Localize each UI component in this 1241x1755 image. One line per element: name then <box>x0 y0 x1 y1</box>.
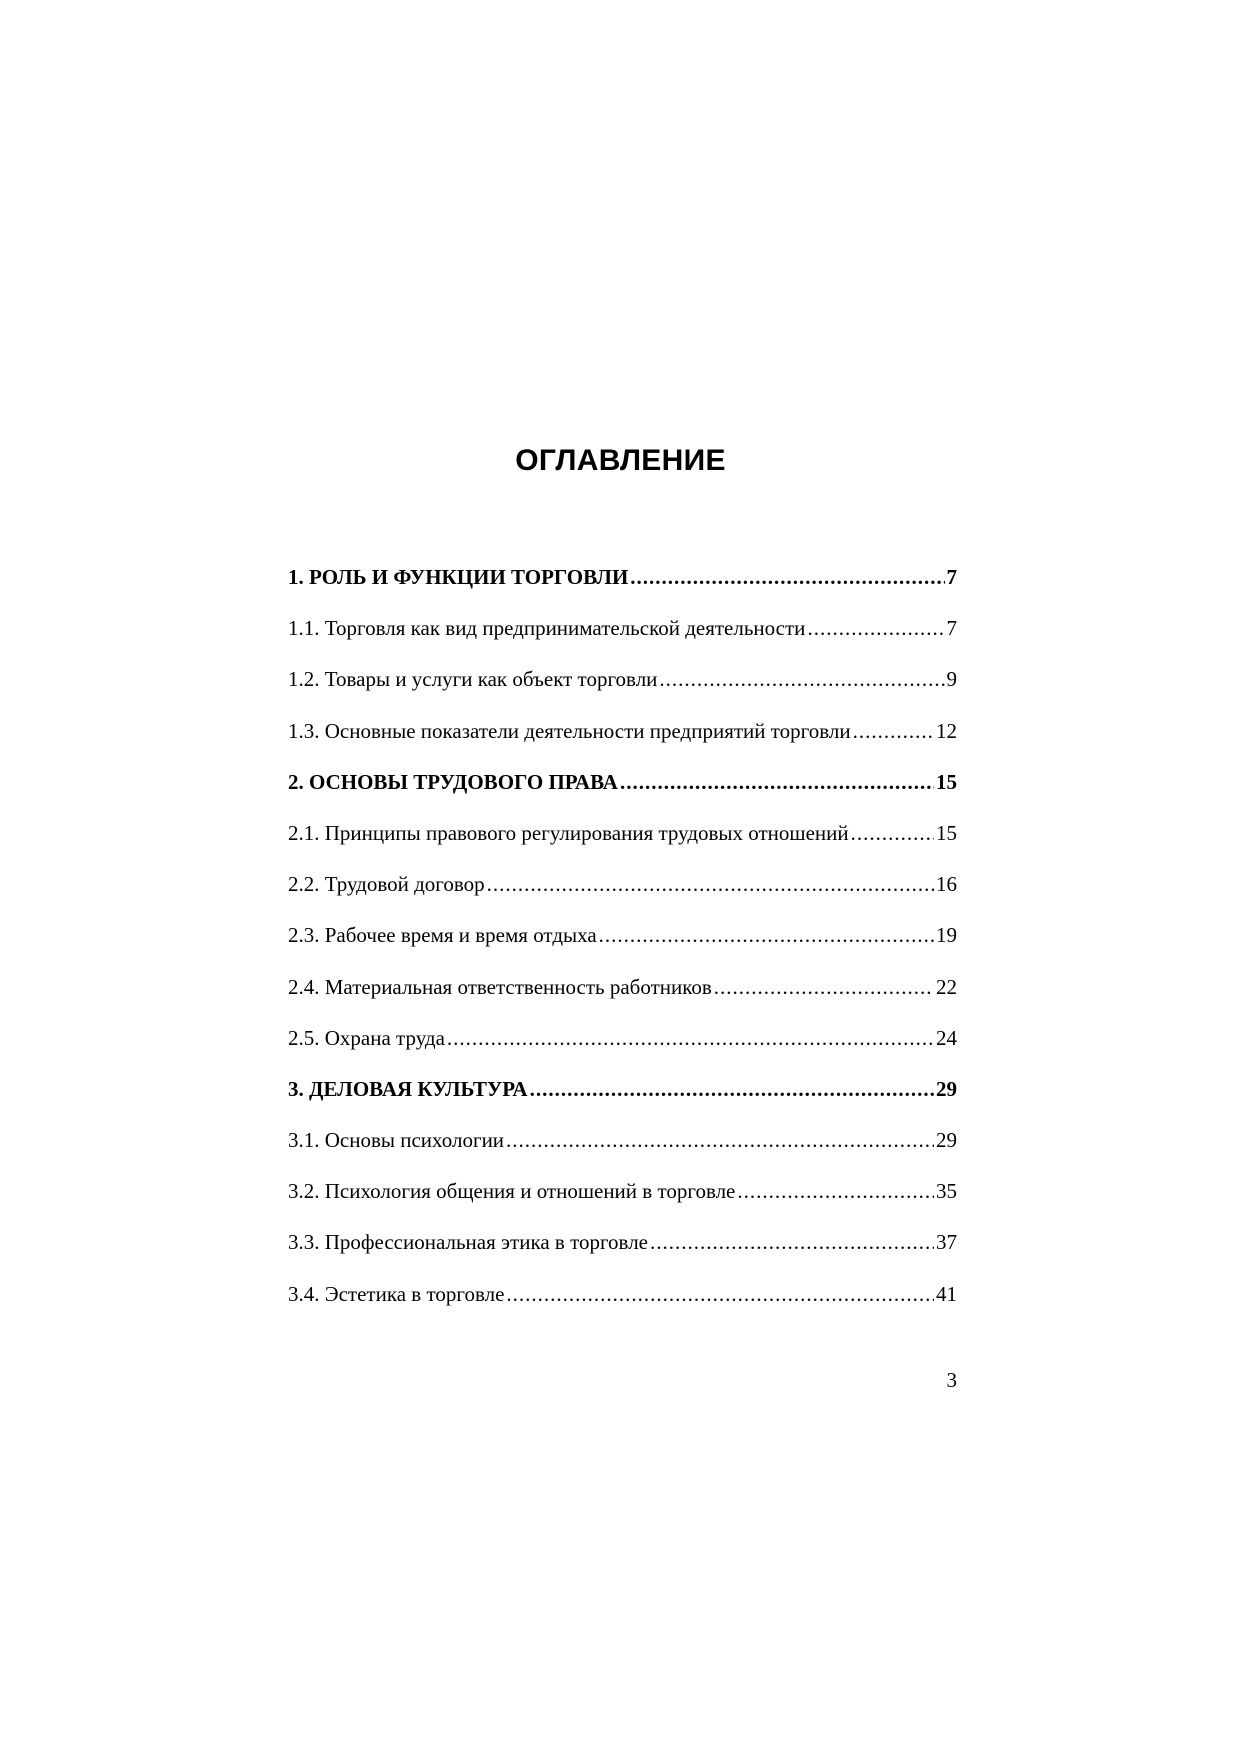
toc-dot-leader <box>650 1227 934 1257</box>
toc-section[interactable] <box>288 1176 957 1227</box>
toc-section[interactable] <box>288 1279 957 1330</box>
toc-entry-page: 15 <box>936 820 957 845</box>
page-number: 3 <box>946 1368 957 1392</box>
toc-section[interactable] <box>288 972 957 1023</box>
toc-entry-title: 3. ДЕЛОВАЯ КУЛЬТУРА <box>288 1076 528 1101</box>
toc-entry-title: 2.2. Трудовой договор <box>288 872 485 897</box>
toc-section[interactable] <box>288 1227 957 1278</box>
toc-section[interactable] <box>288 818 957 869</box>
toc-dot-leader <box>530 1074 934 1104</box>
toc-entry-title: 1. РОЛЬ И ФУНКЦИИ ТОРГОВЛИ <box>288 565 629 589</box>
toc-entry-title: 3.1. Основы психологии <box>288 1128 505 1153</box>
toc-section[interactable] <box>288 920 957 971</box>
toc-chapter[interactable] <box>288 767 957 818</box>
toc-dot-leader <box>487 869 934 899</box>
toc-entry-page: 12 <box>936 718 957 743</box>
toc-entry-page: 35 <box>936 1179 957 1204</box>
toc-entry-title: 3.2. Психология общения и отношений в торговле <box>288 1179 736 1204</box>
toc-dot-leader <box>447 1023 934 1053</box>
toc-section[interactable] <box>288 613 957 664</box>
toc-section[interactable] <box>288 1023 957 1074</box>
toc-dot-leader <box>807 613 944 643</box>
toc-dot-leader <box>659 664 944 694</box>
toc-entry-title: 2.3. Рабочее время и время отдыха <box>288 923 597 948</box>
toc-dot-leader <box>737 1176 934 1206</box>
toc-chapter[interactable] <box>288 562 957 613</box>
toc-dot-leader <box>714 972 934 1002</box>
toc-dot-leader <box>851 818 934 848</box>
toc-entry-title: 3.4. Эстетика в торговле <box>288 1281 505 1306</box>
toc-entry-title: 2.5. Охрана труда <box>288 1025 445 1050</box>
toc-dot-leader <box>506 1125 934 1155</box>
toc-entry-page: 9 <box>946 667 957 692</box>
toc-dot-leader <box>599 920 934 950</box>
toc-entry-page: 22 <box>936 974 957 999</box>
toc-entry-page: 19 <box>936 923 957 948</box>
toc-entry-title: 2. ОСНОВЫ ТРУДОВОГО ПРАВА <box>288 769 618 794</box>
toc-entry-page: 24 <box>936 1025 957 1050</box>
toc-section[interactable] <box>288 869 957 920</box>
toc-section[interactable] <box>288 716 957 767</box>
toc-entry-page: 29 <box>936 1128 957 1153</box>
toc-dot-leader <box>853 716 934 746</box>
toc-dot-leader <box>620 767 934 797</box>
toc-entry-page: 16 <box>936 872 957 897</box>
toc-entry-page: 41 <box>936 1281 957 1306</box>
toc-entry-title: 2.1. Принципы правового регулирования трудовых отношений <box>288 820 849 845</box>
toc-chapter[interactable] <box>288 1074 957 1125</box>
toc-entry-page: 7 <box>946 565 957 589</box>
toc-entry-title: 3.3. Профессиональная этика в торговле <box>288 1230 648 1255</box>
toc-entry-title: 1.3. Основные показатели деятельности предприятий торговли <box>288 718 851 743</box>
toc-entry-page: 29 <box>936 1076 957 1101</box>
toc-dot-leader <box>506 1279 934 1309</box>
toc-dot-leader <box>630 562 944 592</box>
table-of-contents <box>288 562 957 1330</box>
toc-entry-title: 2.4. Материальная ответственность работников <box>288 974 712 999</box>
toc-entry-page: 7 <box>946 616 957 641</box>
page-title: ОГЛАВЛЕНИЕ <box>515 444 726 477</box>
toc-entry-page: 15 <box>936 769 957 794</box>
toc-entry-page: 37 <box>936 1230 957 1255</box>
toc-section[interactable] <box>288 1125 957 1176</box>
toc-entry-title: 1.2. Товары и услуги как объект торговли <box>288 667 658 692</box>
toc-entry-title: 1.1. Торговля как вид предпринимательской деятельности <box>288 616 806 641</box>
toc-section[interactable] <box>288 664 957 715</box>
